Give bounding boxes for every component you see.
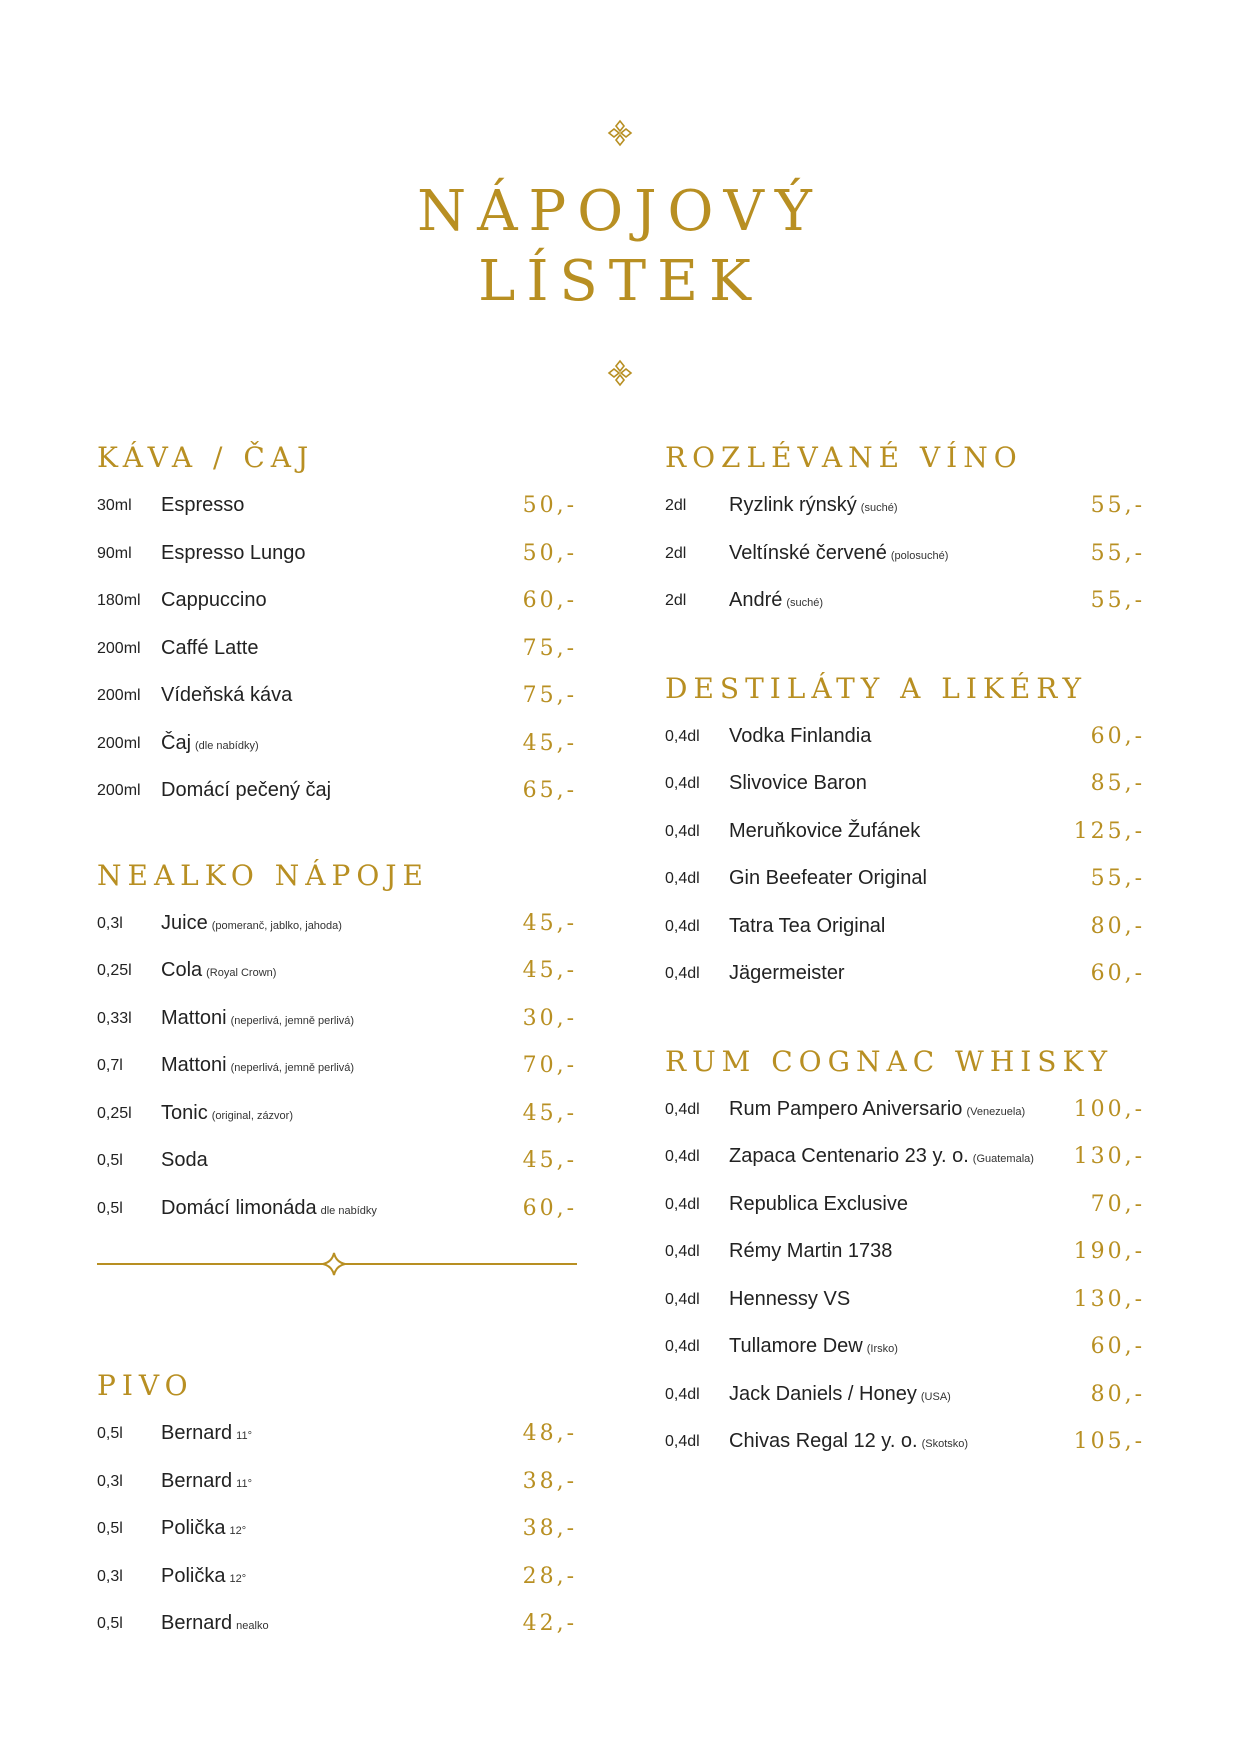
section-title: PIVO [97,1369,194,1402]
item-price: 130,- [1073,1286,1145,1312]
item-note: (USA) [920,1390,951,1403]
item-name: Ryzlink rýnský (suché) [729,494,898,516]
menu-item [97,900,577,948]
bottom-ornament [0,358,1240,388]
section-title: RUM COGNAC WHISKY [665,1044,1114,1078]
item-price: 60,- [1090,1334,1145,1359]
menu-item [97,1042,577,1090]
item-name: Juice (pomeranč, jablko, jahoda) [161,911,342,934]
menu-item [665,1181,1145,1229]
item-volume: 0,4dl [665,1148,700,1165]
item-volume: 0,4dl [665,1195,700,1213]
item-note: (neperlivá, jemně perlivá) [230,1014,355,1027]
menu-item [97,625,577,673]
item-volume: 0,4dl [665,1433,700,1450]
item-name: Republica Exclusive [729,1192,908,1215]
item-price: 55,- [1090,866,1145,891]
item-name: Soda [161,1149,208,1171]
item-price: 50,- [522,493,577,518]
item-price: 130,- [1073,1144,1145,1169]
item-name: Gin Beefeater Original [729,867,927,889]
item-price: 60,- [1090,723,1145,749]
item-price: 75,- [522,683,577,708]
item-name: Polička 12° [161,1564,247,1587]
item-volume: 200ml [97,782,141,799]
item-volume: 0,3l [97,1567,123,1585]
section-beer [97,1362,577,1648]
item-note: (Irsko) [866,1343,898,1355]
item-note: (Skotsko) [921,1438,969,1450]
item-price: 45,- [522,1100,577,1126]
item-name: Domácí pečený čaj [161,779,332,801]
page-title-line-1: NÁPOJOVÝ [417,179,823,244]
top-ornament [0,118,1240,148]
menu-item [665,1086,1145,1134]
item-volume: 0,25l [97,1104,132,1122]
item-note: (pomeranč, jablko, jahoda) [211,919,342,932]
item-volume: 0,4dl [665,1290,700,1308]
item-name: Meruňkovice Žufánek [729,819,921,842]
item-volume: 0,4dl [665,1243,700,1260]
item-name: Domácí limonáda dle nabídky [161,1196,377,1219]
menu-item [97,947,577,995]
item-name: Zapaca Centenario 23 y. o. (Guatemala) [729,1145,1034,1167]
item-price: 60,- [522,588,577,613]
left-column [97,434,577,1648]
section-title: DESTILÁTY A LIKÉRY [665,671,1087,705]
menu-item [665,1323,1145,1371]
item-name: Bernard 11° [161,1469,252,1492]
section-coffee-tea [97,434,577,815]
item-note: (Guatemala) [972,1153,1034,1165]
item-name: Jägermeister [729,962,845,984]
item-price: 70,- [522,1053,577,1078]
item-volume: 200ml [97,687,141,704]
diamond-flourish-icon [603,118,637,148]
item-name: Slivovice Baron [729,772,867,794]
section-wine [665,434,1145,625]
item-price: 65,- [522,778,577,803]
item-price: 28,- [522,1563,577,1589]
item-price: 105,- [1073,1429,1145,1454]
item-name: Cappuccino [161,589,267,611]
menu-item [665,855,1145,903]
item-price: 55,- [1090,493,1145,518]
item-volume: 2dl [665,544,687,562]
menu-item [97,1553,577,1601]
menu-item [97,1505,577,1553]
item-price: 55,- [1090,588,1145,613]
menu-item [97,482,577,530]
item-price: 45,- [522,730,577,756]
item-price: 42,- [522,1611,577,1636]
item-name: Polička 12° [161,1517,247,1539]
menu-item [97,530,577,578]
item-volume: 0,33l [97,1009,132,1027]
menu-item [665,482,1145,530]
item-price: 30,- [522,1005,577,1031]
item-price: 75,- [522,635,577,661]
item-name: Jack Daniels / Honey (USA) [729,1382,951,1405]
item-volume: 2dl [665,497,687,514]
section-rum-cognac-whisky [665,1038,1145,1466]
item-price: 85,- [1090,771,1145,796]
menu-item [665,713,1145,761]
item-name: Čaj (dle nabídky) [161,731,259,754]
item-volume: 0,4dl [665,1100,700,1118]
item-volume: 0,5l [97,1152,123,1169]
item-price: 125,- [1073,818,1145,844]
item-price: 48,- [522,1421,577,1446]
item-note: (suché) [860,502,898,514]
item-volume: 0,4dl [665,917,700,935]
item-name: Veltínské červené (polosuché) [729,541,949,564]
item-volume: 90ml [97,544,132,562]
item-price: 50,- [522,540,577,566]
menu-item [665,1228,1145,1276]
item-volume: 0,5l [97,1199,123,1217]
item-name: Rémy Martin 1738 [729,1240,893,1262]
item-note: (original, zázvor) [211,1109,294,1122]
menu-item [97,1137,577,1185]
item-name: Vídeňská káva [161,684,293,706]
item-volume: 200ml [97,639,141,657]
item-volume: 0,7l [97,1057,123,1074]
item-price: 45,- [522,958,577,983]
item-name: Caffé Latte [161,636,259,659]
item-volume: 0,5l [97,1615,123,1632]
item-note: (neperlivá, jemně perlivá) [230,1062,355,1074]
item-name: Mattoni (neperlivá, jemně perlivá) [161,1006,355,1029]
item-volume: 0,4dl [665,1385,700,1403]
item-volume: 0,4dl [665,870,700,887]
item-name: Vodka Finlandia [729,724,872,747]
menu-item [665,950,1145,998]
item-note: nealko [236,1620,269,1632]
menu-item [97,1600,577,1648]
item-volume: 0,4dl [665,822,700,840]
item-volume: 0,3l [97,914,123,932]
section-title: NEALKO NÁPOJE [97,858,429,892]
item-note: (Royal Crown) [206,967,277,979]
menu-item [665,1133,1145,1181]
item-volume: 0,25l [97,962,132,979]
section-soft-drinks [97,852,577,1233]
item-price: 100,- [1073,1096,1145,1122]
item-volume: 30ml [97,497,132,514]
item-name: Bernard nealko [161,1612,269,1634]
item-price: 70,- [1090,1191,1145,1217]
menu-item [97,577,577,625]
right-column [665,434,1145,1466]
item-volume: 0,4dl [665,727,700,745]
item-note: 12° [229,1572,247,1585]
menu-item [97,1185,577,1233]
menu-item [665,1418,1145,1466]
item-note: (Venezuela) [966,1105,1026,1118]
item-price: 60,- [522,1195,577,1221]
menu-item [665,903,1145,951]
page-title-line-2: LÍSTEK [478,249,762,314]
item-name: Mattoni (neperlivá, jemně perlivá) [161,1054,355,1076]
menu-item [97,720,577,768]
menu-item [665,577,1145,625]
section-spirits [665,665,1145,998]
menu-item [665,760,1145,808]
item-volume: 0,4dl [665,775,700,792]
item-price: 80,- [1090,1381,1145,1407]
item-volume: 0,3l [97,1472,123,1490]
item-price: 80,- [1090,913,1145,939]
item-note: 12° [229,1525,247,1537]
item-volume: 200ml [97,734,141,752]
menu-item [665,530,1145,578]
menu-item [97,1090,577,1138]
menu-item [97,1458,577,1506]
item-volume: 0,5l [97,1520,123,1537]
item-name: Tonic (original, zázvor) [161,1101,294,1124]
item-name: Hennessy VS [729,1287,851,1310]
menu-item [97,1410,577,1458]
item-volume: 0,4dl [665,965,700,982]
section-divider [97,1252,577,1276]
section-title: KÁVA / ČAJ [97,441,315,474]
item-volume: 2dl [665,592,687,609]
item-volume: 180ml [97,592,141,609]
diamond-flourish-icon [603,358,637,388]
item-name: Espresso [161,494,245,516]
item-name: Espresso Lungo [161,541,306,564]
item-note: dle nabídky [320,1204,377,1217]
menu-item [97,672,577,720]
item-price: 190,- [1073,1239,1145,1264]
item-note: (dle nabídky) [195,739,259,752]
item-price: 55,- [1090,540,1145,566]
section-title: ROZLÉVANÉ VÍNO [665,441,1023,474]
menu-item [665,808,1145,856]
item-name: Bernard 11° [161,1422,252,1444]
item-name: Tatra Tea Original [729,914,886,937]
item-note: (polosuché) [890,549,949,562]
item-note: 11° [236,1477,252,1490]
item-price: 45,- [522,1148,577,1173]
item-volume: 0,5l [97,1425,123,1442]
item-price: 38,- [522,1516,577,1541]
menu-item [665,1276,1145,1324]
diamond-icon [323,1253,345,1275]
item-note: (suché) [786,597,824,609]
menu-item [97,995,577,1043]
item-name: Cola (Royal Crown) [161,959,277,981]
item-price: 38,- [522,1468,577,1494]
item-name: Chivas Regal 12 y. o. (Skotsko) [729,1430,969,1452]
item-name: André (suché) [729,589,824,611]
item-name: Rum Pampero Aniversario (Venezuela) [729,1097,1026,1120]
menu-item [665,1371,1145,1419]
item-note: 11° [236,1430,252,1442]
menu-item [97,767,577,815]
item-price: 60,- [1090,961,1145,986]
item-name: Tullamore Dew (Irsko) [729,1335,898,1357]
item-volume: 0,4dl [665,1338,700,1355]
item-price: 45,- [522,910,577,936]
